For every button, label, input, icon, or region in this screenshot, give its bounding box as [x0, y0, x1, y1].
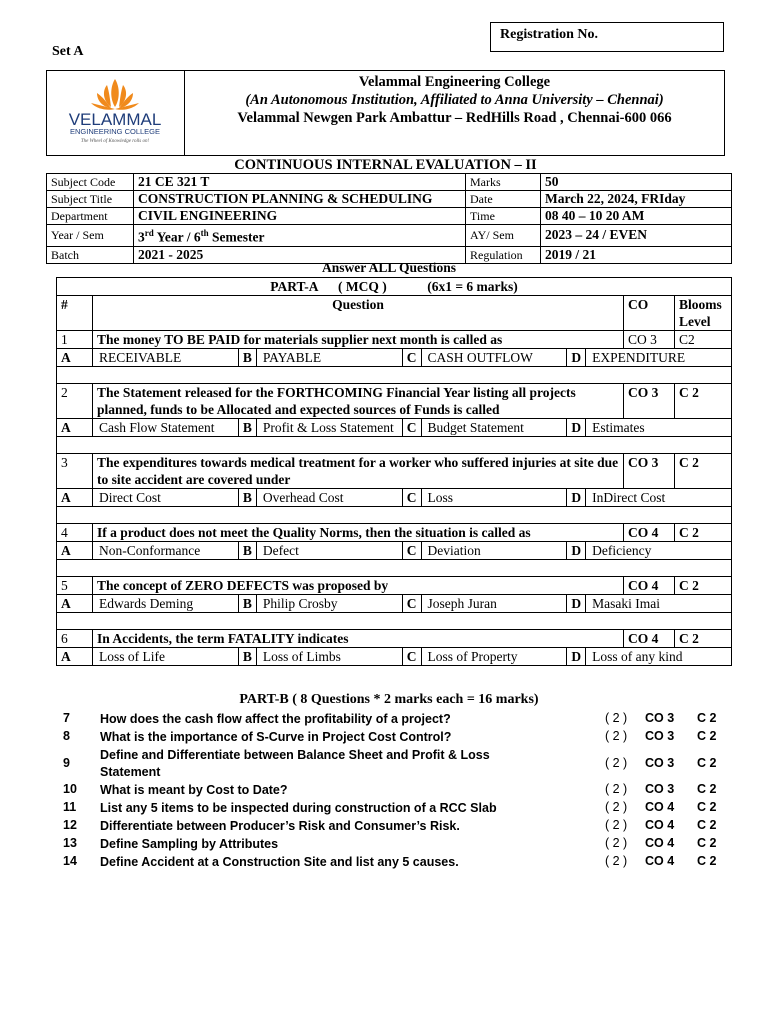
option-text: Cash Flow Statement: [99, 420, 215, 435]
spacer-row: [57, 613, 732, 630]
ay-value: 2023 – 24 / EVEN: [541, 225, 732, 247]
question-number: 1: [57, 331, 93, 349]
question-text: The money TO BE PAID for materials supplier next month is called as: [93, 331, 624, 349]
option-label: B: [238, 595, 257, 612]
option-text: Deviation: [427, 543, 481, 558]
option-text: Loss of Property: [427, 649, 518, 664]
info-row: [47, 191, 732, 208]
question-number: 3: [57, 454, 93, 489]
option-label: D: [566, 648, 586, 665]
option-text: Profit & Loss Statement: [262, 420, 394, 435]
question-blooms: C 2: [697, 711, 717, 725]
mcq-question-row: [57, 577, 732, 595]
college-affiliation: (An Autonomous Institution, Affiliated to Anna University – Chennai): [245, 92, 664, 108]
option-label: C: [402, 489, 422, 506]
question-co: CO 3: [624, 384, 675, 419]
question-number: 14: [63, 854, 77, 868]
option-label: D: [566, 419, 586, 436]
question-blooms: C 2: [697, 836, 717, 850]
question-co: CO 4: [624, 577, 675, 595]
question-text: How does the cash flow affect the profitability of a project?: [100, 712, 451, 726]
mcq-options-row: [57, 489, 732, 507]
subject-code: 21 CE 321 T: [134, 174, 466, 191]
mcq-options-row: [57, 648, 732, 666]
question-blooms: C 2: [697, 729, 717, 743]
date-label: Date: [466, 191, 541, 208]
mcq-options-row: [57, 595, 732, 613]
option-label: A: [57, 542, 93, 560]
option-label: B: [238, 489, 257, 506]
options-cell: [93, 648, 732, 666]
option-text: Loss of Life: [99, 649, 165, 664]
question-text: In Accidents, the term FATALITY indicates: [93, 630, 624, 648]
exam-info-table: [46, 173, 732, 264]
question-blooms: C 2: [675, 630, 732, 648]
question-number: 11: [63, 800, 77, 814]
college-logo: [47, 71, 184, 155]
question-marks: ( 2 ): [605, 854, 628, 868]
option-label: C: [402, 542, 422, 559]
question-blooms: C 2: [675, 454, 732, 489]
option-label: B: [238, 648, 257, 665]
question-text: The expenditures towards medical treatment for a worker who suffered injuries at site due to site accident are covered under: [93, 454, 624, 489]
logo-cell: [47, 71, 185, 155]
batch-value: 2021 - 2025: [134, 246, 466, 263]
question-blooms: C 2: [697, 854, 717, 868]
option-text: Edwards Deming: [99, 596, 194, 611]
year-sem-value: 3rd Year / 6th Semester: [134, 225, 466, 247]
registration-label: Registration No.: [500, 27, 598, 42]
question-blooms: C 2: [697, 818, 717, 832]
regulation-value: 2019 / 21: [541, 246, 732, 263]
spacer-row: [57, 560, 732, 577]
option-text: Deficiency: [592, 543, 652, 558]
question-co: CO 4: [624, 524, 675, 542]
info-row: [47, 174, 732, 191]
option-label: D: [566, 489, 586, 506]
question-co: CO 4: [645, 854, 675, 868]
question-co: CO 3: [645, 711, 675, 725]
option-label: C: [402, 648, 422, 665]
question-marks: ( 2 ): [605, 782, 628, 796]
question-blooms: C 2: [697, 782, 717, 796]
part-b-title: PART-B ( 8 Questions * 2 marks each = 16 marks): [239, 692, 539, 707]
registration-box: [490, 22, 724, 52]
question-number: 13: [63, 836, 77, 850]
marks-value: 50: [541, 174, 732, 191]
question-co: CO 3: [624, 454, 675, 489]
subject-title-label: Subject Title: [47, 191, 134, 208]
option-label: B: [238, 542, 257, 559]
option-text: Joseph Juran: [427, 596, 497, 611]
option-label: D: [566, 542, 586, 559]
question-text: Define and Differentiate between Balance Sheet and Profit & Loss Statement: [100, 748, 490, 779]
college-address: Velammal Newgen Park Ambattur – RedHills Road , Chennai-600 066: [237, 110, 672, 126]
subject-title: CONSTRUCTION PLANNING & SCHEDULING: [134, 191, 466, 208]
question-co: CO 3: [624, 331, 675, 349]
ay-label: AY/ Sem: [466, 225, 541, 247]
question-text: The Statement released for the FORTHCOMING Financial Year listing all projects planned, funds to be Allocated and expected sources of Funds is called: [93, 384, 624, 419]
option-text: Estimates: [592, 420, 645, 435]
question-text: Define Accident at a Construction Site and list any 5 causes.: [100, 855, 459, 869]
time-value: 08 40 – 10 20 AM: [541, 208, 732, 225]
answer-all-instruction: Answer ALL Questions: [321, 260, 457, 275]
question-blooms: C 2: [697, 800, 717, 814]
option-label: A: [57, 595, 93, 613]
options-cell: [93, 542, 732, 560]
mcq-question-row: [57, 454, 732, 489]
option-label: A: [57, 349, 93, 367]
question-co: CO 3: [645, 756, 675, 770]
option-text: EXPENDITURE: [592, 350, 686, 365]
mcq-question-row: [57, 524, 732, 542]
question-co: CO 4: [645, 836, 675, 850]
option-label: B: [238, 419, 257, 436]
option-label: A: [57, 419, 93, 437]
question-number: 2: [57, 384, 93, 419]
question-text: What is meant by Cost to Date?: [100, 783, 288, 797]
year-sem-label: Year / Sem: [47, 225, 134, 247]
question-text: What is the importance of S-Curve in Project Cost Control?: [100, 730, 452, 744]
question-blooms: C2: [675, 331, 732, 349]
question-co: CO 4: [645, 800, 675, 814]
question-number: 10: [63, 782, 77, 796]
mcq-options-row: [57, 349, 732, 367]
option-text: CASH OUTFLOW: [427, 350, 533, 365]
question-text: List any 5 items to be inspected during construction of a RCC Slab: [100, 801, 497, 815]
col-question-header: Question: [93, 296, 624, 331]
college-name: Velammal Engineering College: [358, 74, 551, 90]
option-label: B: [238, 349, 257, 366]
info-row: [47, 208, 732, 225]
regulation-label: Regulation: [466, 246, 541, 263]
part-a-title-row: [57, 278, 732, 296]
mcq-question-row: [57, 331, 732, 349]
option-text: Loss: [427, 490, 454, 505]
mcq-options-row: [57, 419, 732, 437]
col-co-header: CO: [624, 296, 675, 331]
batch-label: Batch: [47, 246, 134, 263]
question-number: 7: [63, 711, 70, 725]
mcq-question-row: [57, 630, 732, 648]
option-label: D: [566, 595, 586, 612]
option-text: InDirect Cost: [592, 490, 666, 505]
question-text: Define Sampling by Attributes: [100, 837, 279, 851]
option-text: Defect: [262, 543, 299, 558]
option-label: C: [402, 419, 422, 436]
logo-sub: ENGINEERING COLLEGE: [69, 127, 161, 136]
mcq-question-row: [57, 384, 732, 419]
time-label: Time: [466, 208, 541, 225]
question-co: CO 4: [624, 630, 675, 648]
part-a-table: [56, 277, 732, 666]
question-marks: ( 2 ): [605, 711, 628, 725]
logo-tagline: The Wheel of Knowledge rolls on!: [80, 139, 150, 144]
option-label: C: [402, 349, 422, 366]
col-blooms-header: Blooms Level: [675, 296, 732, 331]
question-blooms: C 2: [675, 524, 732, 542]
question-text: Differentiate between Producer’s Risk and Consumer’s Risk.: [100, 819, 460, 833]
subject-code-label: Subject Code: [47, 174, 134, 191]
spacer-row: [57, 507, 732, 524]
set-label: Set A: [52, 44, 84, 59]
question-co: CO 3: [645, 782, 675, 796]
mcq-options-row: [57, 542, 732, 560]
logo-name: VELAMMAL: [68, 110, 162, 129]
spacer-row: [57, 367, 732, 384]
option-text: Philip Crosby: [262, 596, 338, 611]
part-a-header-row: [57, 296, 732, 331]
question-marks: ( 2 ): [605, 756, 628, 770]
spacer-row: [57, 437, 732, 454]
question-blooms: C 2: [697, 756, 717, 770]
option-label: A: [57, 489, 93, 507]
options-cell: [93, 349, 732, 367]
option-text: Direct Cost: [99, 490, 161, 505]
options-cell: [93, 489, 732, 507]
question-number: 6: [57, 630, 93, 648]
date-value: March 22, 2024, FRIday: [541, 191, 732, 208]
lotus-icon: [91, 79, 139, 110]
question-number: 9: [63, 756, 70, 770]
info-row: [47, 225, 732, 247]
question-marks: ( 2 ): [605, 800, 628, 814]
part-a-title: PART-A ( MCQ ) (6x1 = 6 marks): [57, 278, 732, 296]
question-co: CO 3: [645, 729, 675, 743]
question-number: 5: [57, 577, 93, 595]
option-text: Loss of any kind: [592, 649, 683, 664]
option-label: D: [566, 349, 586, 366]
option-text: Masaki Imai: [592, 596, 660, 611]
department-value: CIVIL ENGINEERING: [134, 208, 466, 225]
question-number: 8: [63, 729, 70, 743]
exam-title: CONTINUOUS INTERNAL EVALUATION – II: [234, 157, 537, 173]
options-cell: [93, 595, 732, 613]
college-header: [46, 70, 725, 156]
option-text: Budget Statement: [427, 420, 524, 435]
question-marks: ( 2 ): [605, 729, 628, 743]
college-info: [185, 71, 724, 127]
question-number: 4: [57, 524, 93, 542]
option-text: Non-Conformance: [99, 543, 201, 558]
question-number: 12: [63, 818, 77, 832]
option-label: C: [402, 595, 422, 612]
option-text: PAYABLE: [262, 350, 322, 365]
option-text: Loss of Limbs: [262, 649, 341, 664]
question-blooms: C 2: [675, 577, 732, 595]
question-marks: ( 2 ): [605, 818, 628, 832]
question-co: CO 4: [645, 818, 675, 832]
question-marks: ( 2 ): [605, 836, 628, 850]
option-text: Overhead Cost: [262, 490, 344, 505]
question-blooms: C 2: [675, 384, 732, 419]
col-num-header: #: [57, 296, 93, 331]
question-text: The concept of ZERO DEFECTS was proposed by: [93, 577, 624, 595]
options-cell: [93, 419, 732, 437]
option-text: RECEIVABLE: [99, 350, 182, 365]
marks-label: Marks: [466, 174, 541, 191]
question-text: If a product does not meet the Quality Norms, then the situation is called as: [93, 524, 624, 542]
department-label: Department: [47, 208, 134, 225]
option-label: A: [57, 648, 93, 666]
